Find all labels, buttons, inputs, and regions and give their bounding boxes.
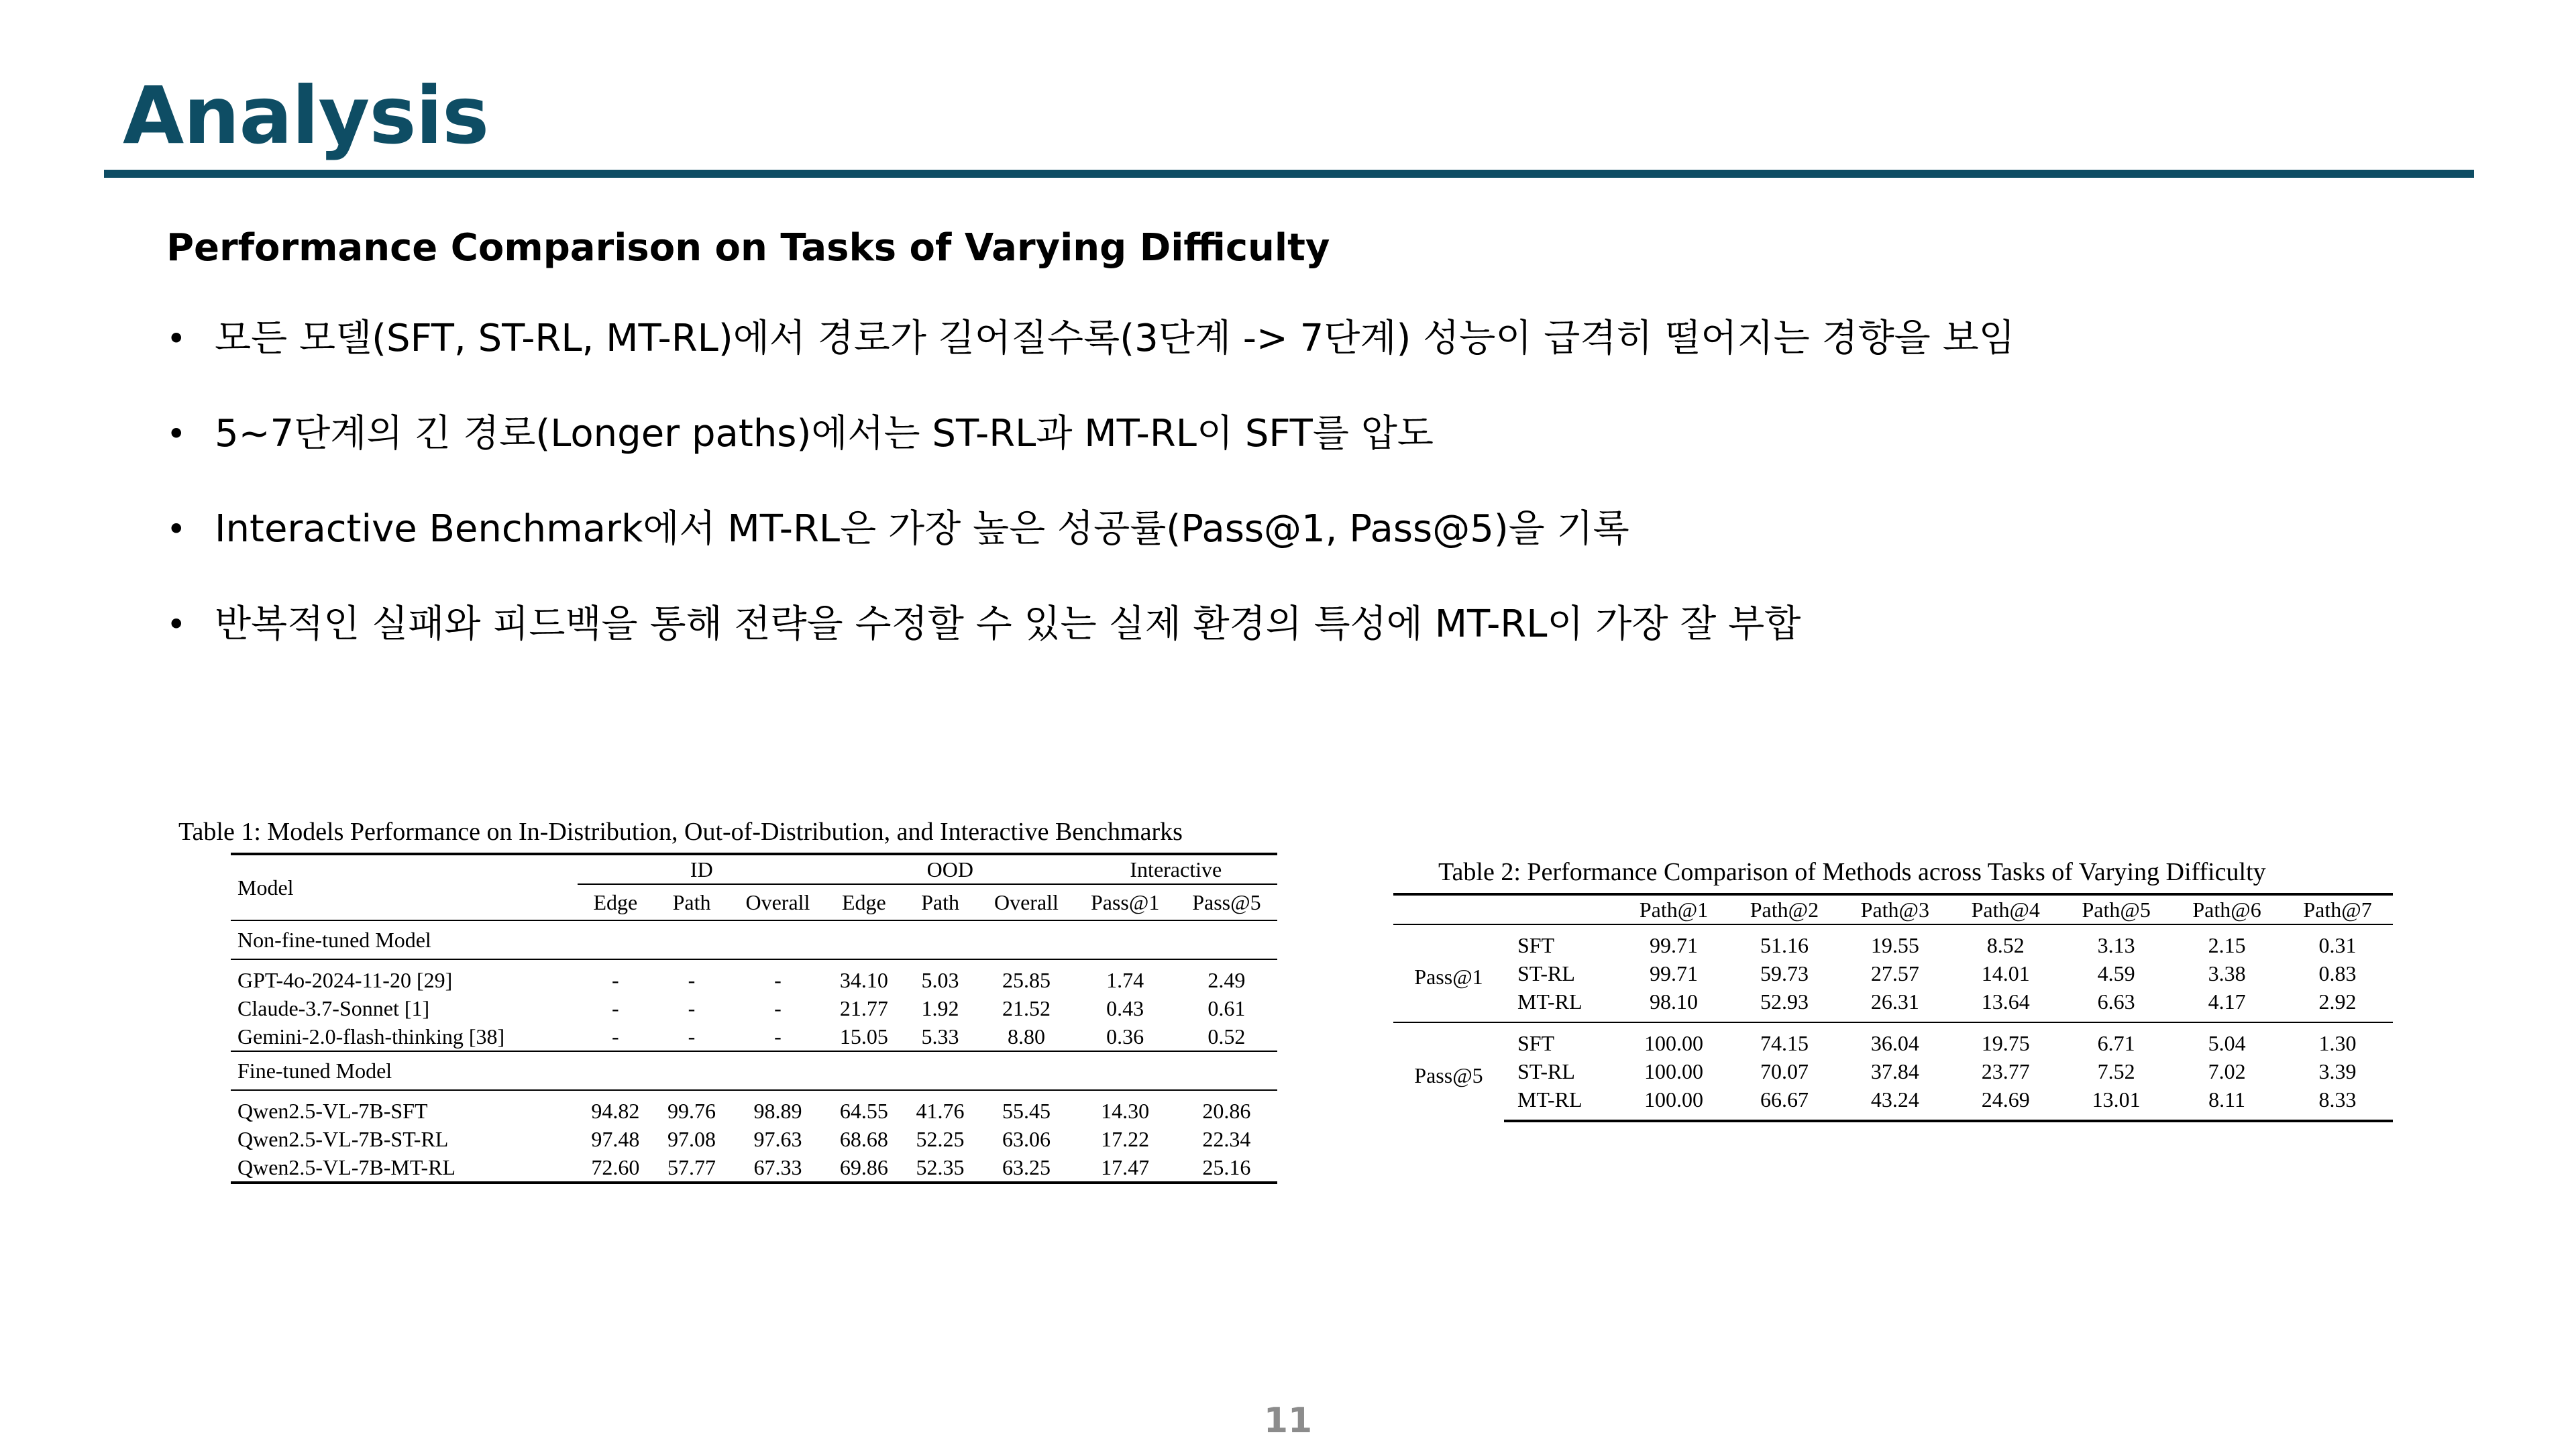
table2-method: SFT bbox=[1504, 1022, 1619, 1057]
table-cell: 0.83 bbox=[2318, 961, 2357, 985]
table-cell: 74.15 bbox=[1729, 1022, 1839, 1057]
bullet-dot-icon: • bbox=[166, 510, 186, 549]
table-cell: - bbox=[688, 1024, 696, 1049]
table-cell: 67.33 bbox=[730, 1153, 826, 1183]
table-row bbox=[231, 1090, 1277, 1125]
section-subtitle: Performance Comparison on Tasks of Varying Difficulty bbox=[166, 226, 1330, 270]
table-cell: 6.63 bbox=[2097, 989, 2135, 1014]
table-row bbox=[231, 1153, 1277, 1183]
bullet-dot-icon: • bbox=[166, 319, 186, 358]
table-cell: - bbox=[612, 996, 619, 1020]
table-cell: 72.60 bbox=[578, 1153, 654, 1183]
table1-column-header: Edge bbox=[842, 890, 886, 914]
table-cell: 63.06 bbox=[1002, 1127, 1051, 1151]
table-cell: 25.85 bbox=[978, 959, 1074, 994]
table-cell: 57.77 bbox=[653, 1153, 730, 1183]
table-cell: 0.31 bbox=[2282, 924, 2393, 959]
slide-title: Analysis bbox=[123, 69, 489, 162]
table1-section-label: Non-fine-tuned Model bbox=[231, 920, 1277, 959]
table2-figure bbox=[1393, 855, 2393, 1122]
table-cell: 66.67 bbox=[1729, 1085, 1839, 1121]
table-row bbox=[1393, 924, 2393, 959]
table-cell: 100.00 bbox=[1619, 1022, 1729, 1057]
table-cell: 19.55 bbox=[1839, 924, 1950, 959]
table-cell: 99.71 bbox=[1650, 961, 1699, 985]
table-cell: 19.75 bbox=[1950, 1022, 2061, 1057]
table-cell: 5.03 bbox=[902, 959, 979, 994]
table1-column-header: Path bbox=[921, 890, 959, 914]
table-cell: 14.01 bbox=[1981, 961, 2030, 985]
table-cell: - bbox=[578, 959, 654, 994]
table2-column-header: Path@1 bbox=[1619, 894, 1729, 924]
table-cell: 27.57 bbox=[1870, 961, 1919, 985]
table-cell: 7.02 bbox=[2208, 1059, 2246, 1083]
bullet-item bbox=[166, 499, 2015, 594]
bullet-list bbox=[166, 309, 2015, 690]
table2-header-row bbox=[1393, 894, 2393, 924]
table-cell: 13.01 bbox=[2061, 1085, 2171, 1121]
table-cell: 1.92 bbox=[921, 996, 959, 1020]
table-cell: 97.08 bbox=[667, 1127, 716, 1151]
table-cell: 17.22 bbox=[1101, 1127, 1150, 1151]
table-cell: 3.38 bbox=[2208, 961, 2246, 985]
table1 bbox=[231, 853, 1277, 1184]
table-cell: 2.92 bbox=[2318, 989, 2357, 1014]
table-cell: 13.64 bbox=[1981, 989, 2030, 1014]
table-cell: 21.52 bbox=[1002, 996, 1051, 1020]
table2-column-header: Path@2 bbox=[1729, 894, 1839, 924]
table-row bbox=[1393, 1085, 2393, 1121]
table-cell: - bbox=[774, 1024, 782, 1049]
table-cell: 97.63 bbox=[753, 1127, 802, 1151]
bullet-dot-icon: • bbox=[166, 415, 186, 453]
table-cell: 70.07 bbox=[1760, 1059, 1809, 1083]
title-divider bbox=[104, 170, 2474, 178]
table-cell: 1.30 bbox=[2282, 1022, 2393, 1057]
table-cell: 25.16 bbox=[1176, 1153, 1277, 1183]
table1-figure bbox=[178, 815, 1277, 1184]
table-cell: 59.73 bbox=[1760, 961, 1809, 985]
table-cell: 7.52 bbox=[2097, 1059, 2135, 1083]
table-cell: - bbox=[730, 959, 826, 994]
table-cell: 8.33 bbox=[2282, 1085, 2393, 1121]
table-cell: 4.59 bbox=[2097, 961, 2135, 985]
table1-column-header: Overall bbox=[745, 890, 810, 914]
table-cell: 0.52 bbox=[1208, 1024, 1246, 1049]
table1-column-header: Edge bbox=[593, 890, 638, 914]
table-cell: 8.52 bbox=[1950, 924, 2061, 959]
table-cell: 15.05 bbox=[839, 1024, 888, 1049]
table1-model-name: Qwen2.5-VL-7B-MT-RL bbox=[231, 1153, 578, 1183]
table-cell: 100.00 bbox=[1619, 1085, 1729, 1121]
table2 bbox=[1393, 893, 2393, 1122]
table-cell: 34.10 bbox=[826, 959, 902, 994]
table2-method: SFT bbox=[1504, 924, 1619, 959]
table-cell: 99.71 bbox=[1619, 924, 1729, 959]
table2-caption: Table 2: Performance Comparison of Methods across Tasks of Varying Difficulty bbox=[1438, 858, 2266, 886]
table-cell: 55.45 bbox=[978, 1090, 1074, 1125]
table2-column-header: Path@7 bbox=[2282, 894, 2393, 924]
table-cell: 21.77 bbox=[839, 996, 888, 1020]
table-cell: 24.69 bbox=[1950, 1085, 2061, 1121]
table1-model-name: Gemini-2.0-flash-thinking [38] bbox=[237, 1024, 505, 1049]
table-cell: 52.93 bbox=[1760, 989, 1809, 1014]
bullet-text: 모든 모델(SFT, ST-RL, MT-RL)에서 경로가 길어질수록(3단계 -> 7단계) 성능이 급격히 떨어지는 경향을 보임 bbox=[215, 317, 2015, 360]
table-row bbox=[231, 1022, 1277, 1051]
table-cell: 37.84 bbox=[1870, 1059, 1919, 1083]
table-row bbox=[1393, 1022, 2393, 1057]
table1-column-header: Path bbox=[672, 890, 711, 914]
table1-column-header: Pass@1 bbox=[1090, 890, 1160, 914]
table2-column-header: Path@5 bbox=[2061, 894, 2171, 924]
table2-column-header: Path@4 bbox=[1950, 894, 2061, 924]
table-cell: 26.31 bbox=[1870, 989, 1919, 1014]
table2-method: MT-RL bbox=[1517, 989, 1582, 1014]
table-cell: 5.33 bbox=[921, 1024, 959, 1049]
table1-section-row bbox=[231, 1051, 1277, 1090]
table1-model-header: Model bbox=[231, 854, 578, 920]
table1-group-header-row bbox=[231, 854, 1277, 884]
table-cell: 3.39 bbox=[2318, 1059, 2357, 1083]
table-row bbox=[1393, 987, 2393, 1022]
table1-model-name: Claude-3.7-Sonnet [1] bbox=[237, 996, 430, 1020]
table2-method: MT-RL bbox=[1504, 1085, 1619, 1121]
table-cell: 36.04 bbox=[1839, 1022, 1950, 1057]
table1-column-header: Pass@5 bbox=[1192, 890, 1261, 914]
table-cell: 64.55 bbox=[826, 1090, 902, 1125]
bullet-item bbox=[166, 404, 2015, 499]
table2-metric-label: Pass@1 bbox=[1393, 924, 1504, 1022]
table-cell: 98.10 bbox=[1650, 989, 1699, 1014]
table-cell: 23.77 bbox=[1981, 1059, 2030, 1083]
table-cell: 0.43 bbox=[1106, 996, 1144, 1020]
table-cell: 3.13 bbox=[2061, 924, 2171, 959]
table-row bbox=[231, 959, 1277, 994]
table2-method: ST-RL bbox=[1517, 1059, 1575, 1083]
table-cell: 68.68 bbox=[839, 1127, 888, 1151]
table2-corner bbox=[1504, 894, 1619, 924]
table-cell: 8.11 bbox=[2171, 1085, 2282, 1121]
bullet-text: 5~7단계의 긴 경로(Longer paths)에서는 ST-RL과 MT-RL이 SFT를 압도 bbox=[215, 412, 1434, 455]
table-cell: 0.36 bbox=[1106, 1024, 1144, 1049]
table1-group-interactive: Interactive bbox=[1075, 854, 1277, 884]
table-cell: 52.35 bbox=[902, 1153, 979, 1183]
table-cell: - bbox=[774, 996, 782, 1020]
table2-metric-label: Pass@5 bbox=[1393, 1022, 1504, 1121]
table-cell: 43.24 bbox=[1839, 1085, 1950, 1121]
table-cell: - bbox=[653, 959, 730, 994]
bullet-item bbox=[166, 309, 2015, 404]
table1-caption: Table 1: Models Performance on In-Distribution, Out-of-Distribution, and Interactive Benchmarks bbox=[178, 818, 1183, 846]
table-row bbox=[1393, 959, 2393, 987]
table1-group-ood: OOD bbox=[826, 854, 1075, 884]
table-cell: 8.80 bbox=[1007, 1024, 1045, 1049]
table-cell: 51.16 bbox=[1729, 924, 1839, 959]
table-cell: 14.30 bbox=[1075, 1090, 1176, 1125]
table-cell: - bbox=[688, 996, 696, 1020]
table-cell: 41.76 bbox=[902, 1090, 979, 1125]
table1-section-label: Fine-tuned Model bbox=[231, 1051, 1277, 1090]
table-row bbox=[231, 1125, 1277, 1153]
table-cell: - bbox=[612, 1024, 619, 1049]
table-cell: 69.86 bbox=[826, 1153, 902, 1183]
table2-column-header: Path@3 bbox=[1839, 894, 1950, 924]
table1-model-name: Qwen2.5-VL-7B-SFT bbox=[231, 1090, 578, 1125]
table2-corner bbox=[1393, 894, 1504, 924]
table-cell: 100.00 bbox=[1644, 1059, 1704, 1083]
table-cell: 2.49 bbox=[1176, 959, 1277, 994]
table-cell: 98.89 bbox=[730, 1090, 826, 1125]
table1-section-row bbox=[231, 920, 1277, 959]
table-cell: 6.71 bbox=[2061, 1022, 2171, 1057]
table-cell: 0.61 bbox=[1208, 996, 1246, 1020]
table-cell: 22.34 bbox=[1202, 1127, 1251, 1151]
table2-method: ST-RL bbox=[1517, 961, 1575, 985]
table-row bbox=[231, 994, 1277, 1022]
table-cell: 5.04 bbox=[2171, 1022, 2282, 1057]
table-cell: 94.82 bbox=[578, 1090, 654, 1125]
table1-group-id: ID bbox=[578, 854, 826, 884]
table-cell: 17.47 bbox=[1075, 1153, 1176, 1183]
table-cell: 63.25 bbox=[978, 1153, 1074, 1183]
table-cell: 52.25 bbox=[916, 1127, 965, 1151]
table-cell: 4.17 bbox=[2208, 989, 2246, 1014]
table-row bbox=[1393, 1057, 2393, 1085]
bullet-item bbox=[166, 594, 2015, 690]
table-cell: 2.15 bbox=[2171, 924, 2282, 959]
bullet-dot-icon: • bbox=[166, 605, 186, 644]
bullet-text: 반복적인 실패와 피드백을 통해 전략을 수정할 수 있는 실제 환경의 특성에 MT-RL이 가장 잘 부합 bbox=[215, 602, 1801, 646]
table1-column-header: Overall bbox=[994, 890, 1059, 914]
table2-column-header: Path@6 bbox=[2171, 894, 2282, 924]
table-cell: 1.74 bbox=[1075, 959, 1176, 994]
bullet-text: Interactive Benchmark에서 MT-RL은 가장 높은 성공률(Pass@1, Pass@5)을 기록 bbox=[215, 507, 1629, 551]
table1-model-name: Qwen2.5-VL-7B-ST-RL bbox=[237, 1127, 449, 1151]
page-number: 11 bbox=[1263, 1401, 1313, 1441]
table-cell: 20.86 bbox=[1176, 1090, 1277, 1125]
table-cell: 97.48 bbox=[591, 1127, 640, 1151]
table-cell: 99.76 bbox=[653, 1090, 730, 1125]
table1-model-name: GPT-4o-2024-11-20 [29] bbox=[231, 959, 578, 994]
